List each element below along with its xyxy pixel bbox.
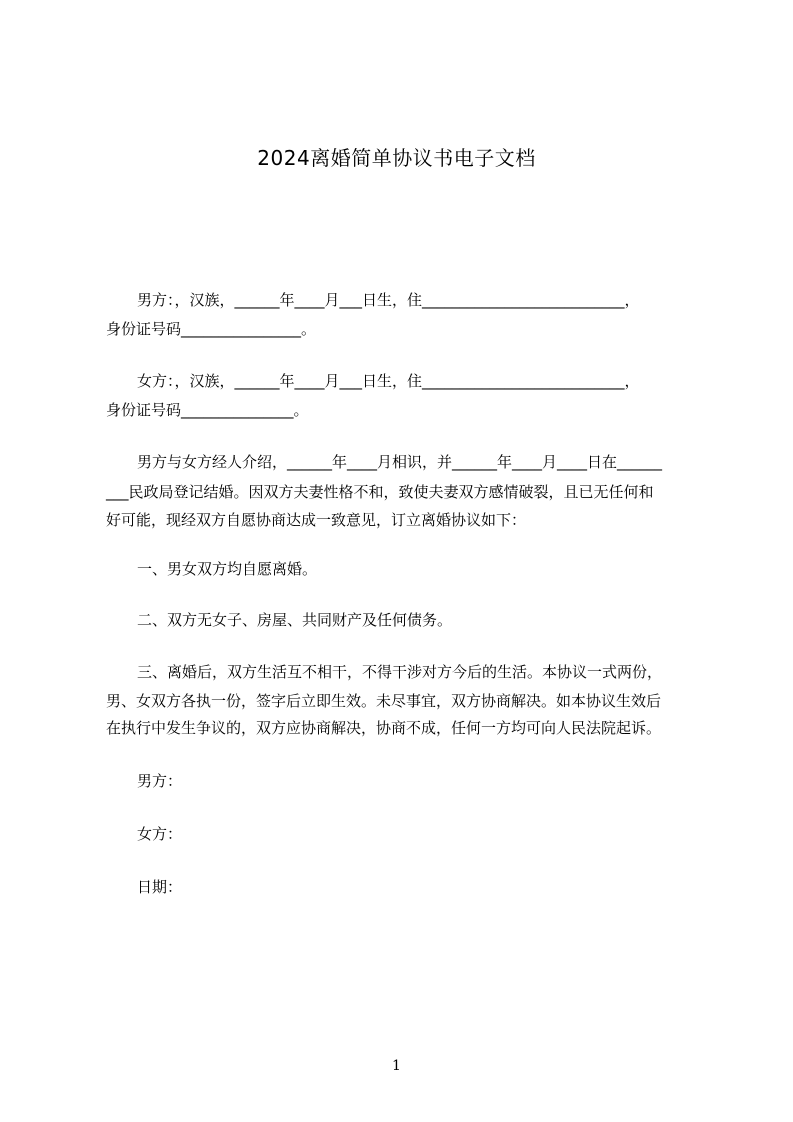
page-number: 1 (392, 1058, 401, 1074)
male-signature-label: 男方： (137, 772, 183, 790)
clause-three-line: 在执行中发生争议的，双方应协商解决，协商不成，任何一方均可向人民法院起诉。 (106, 719, 662, 737)
male-id-line: 身份证号码________________。 (106, 320, 317, 338)
intro-paragraph-line: ___民政局登记结婚。因双方夫妻性格不和，致使夫妻双方感情破裂，且已无任何和 (106, 483, 654, 501)
female-id-line: 身份证号码_______________。 (106, 401, 309, 419)
intro-paragraph-line: 男方与女方经人介绍，______年____月相识，并______年____月____日在______ (137, 453, 663, 471)
intro-paragraph-line: 好可能，现经双方自愿协商达成一致意见，订立离婚协议如下： (106, 511, 527, 529)
clause-three-line: 三、离婚后，双方生活互不相干，不得干涉对方今后的生活。本协议一式两份， (137, 663, 663, 681)
clause-three-line: 男、女双方各执一份，签字后立即生效。未尽事宜，双方协商解决。如本协议生效后 (106, 692, 662, 710)
female-info-line: 女方：，汉族，______年____月___日生，住___________________________， (137, 372, 640, 390)
clause-one: 一、男女双方均自愿离婚。 (137, 560, 318, 578)
clause-two: 二、双方无女子、房屋、共同财产及任何债务。 (137, 611, 453, 629)
female-signature-label: 女方： (137, 825, 183, 843)
document-title: 2024离婚简单协议书电子文档 (257, 146, 536, 170)
date-label: 日期： (137, 878, 183, 896)
male-info-line: 男方：，汉族，______年____月___日生，住___________________________， (137, 291, 640, 309)
